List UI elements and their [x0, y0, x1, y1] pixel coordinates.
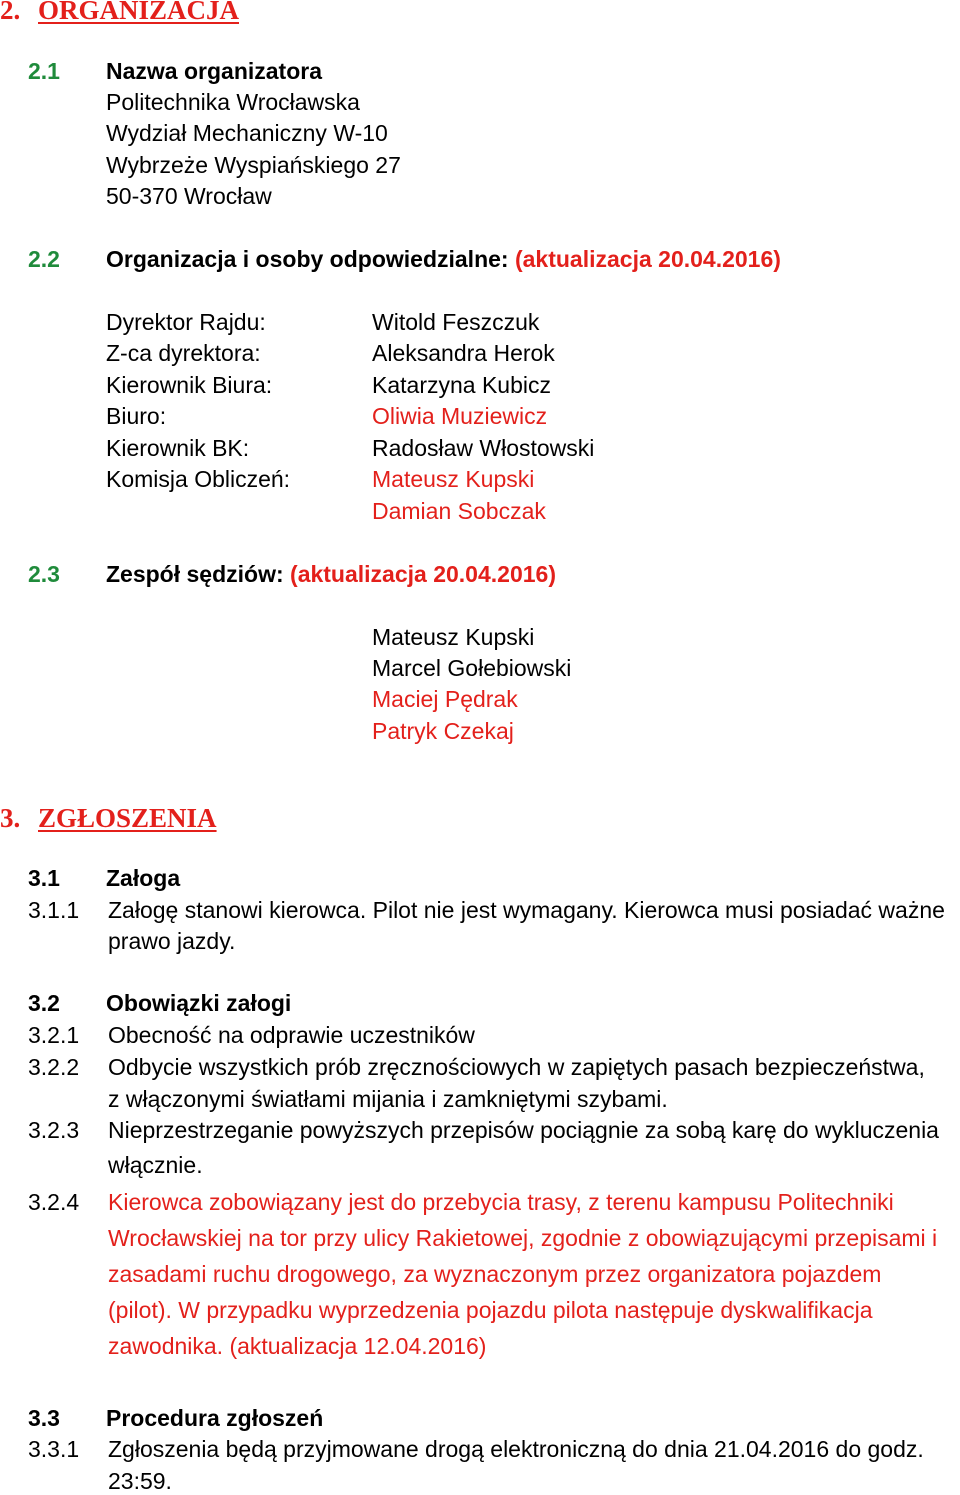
role-label: Komisja Obliczeń:	[106, 466, 291, 492]
item-text-line: zawodnika. (aktualizacja 12.04.2016)	[108, 1333, 487, 1359]
item-number: 3.2.4	[28, 1189, 80, 1215]
organizer-address-line: Wybrzeże Wyspiańskiego 27	[106, 152, 401, 178]
subsection-number: 2.1	[28, 58, 60, 84]
judge-name: Marcel Gołebiowski	[372, 655, 572, 681]
item-text-line: Kierowca zobowiązany jest do przebycia trasy, z terenu kampusu Politechniki	[108, 1189, 894, 1215]
person-name: Mateusz Kupski	[372, 466, 535, 492]
role-label: Biuro:	[106, 403, 167, 429]
judge-name: Mateusz Kupski	[372, 624, 535, 650]
subsection-number: 2.3	[28, 561, 60, 587]
item-text-line: Nieprzestrzeganie powyższych przepisów pociągnie za sobą karę do wykluczenia	[108, 1117, 939, 1143]
person-name: Aleksandra Herok	[372, 340, 555, 366]
role-row	[0, 498, 960, 524]
subsection-number: 3.1	[28, 865, 60, 891]
item-number: 3.3.1	[28, 1436, 80, 1462]
item-text-line: Wrocławskiej na tor przy ulicy Rakietowej, zgodnie z obowiązującymi przepisami i	[108, 1225, 938, 1251]
role-row	[0, 372, 960, 398]
item-text-line: (pilot). W przypadku wyprzedzenia pojazdu pilota następuje dyskwalifikacja	[108, 1297, 873, 1323]
section-heading	[0, 803, 217, 833]
subsection-title: Procedura zgłoszeń	[106, 1405, 324, 1431]
subsection-heading-line	[106, 246, 781, 272]
update-note: (aktualizacja 20.04.2016)	[290, 561, 556, 587]
subsection-number: 3.2	[28, 990, 60, 1016]
item-number: 3.2.2	[28, 1054, 80, 1080]
subsection-number: 3.3	[28, 1405, 60, 1431]
role-row	[0, 435, 960, 461]
person-name: Katarzyna Kubicz	[372, 372, 551, 398]
item-text-line: Obecność na odprawie uczestników	[108, 1022, 475, 1048]
item-text-line: włącznie.	[108, 1152, 203, 1178]
subsection-title: Nazwa organizatora	[106, 58, 322, 84]
item-text-line: 23:59.	[108, 1468, 172, 1494]
subsection-title: Załoga	[106, 865, 181, 891]
role-row	[0, 403, 960, 429]
section-number: 2.	[0, 0, 21, 25]
person-name: Oliwia Muziewicz	[372, 403, 548, 429]
section-heading	[0, 0, 239, 25]
item-text-line: Załogę stanowi kierowca. Pilot nie jest wymagany. Kierowca musi posiadać ważne	[108, 897, 945, 923]
person-name: Damian Sobczak	[372, 498, 546, 524]
item-text-line: Zgłoszenia będą przyjmowane drogą elektroniczną do dnia 21.04.2016 do godz.	[108, 1436, 924, 1462]
item-text-line: prawo jazdy.	[108, 928, 236, 954]
item-text-line: z włączonymi światłami mijania i zamkniętymi szybami.	[108, 1086, 668, 1112]
role-row	[0, 309, 960, 335]
section-number: 3.	[0, 803, 21, 833]
item-number: 3.2.3	[28, 1117, 80, 1143]
judge-name: Maciej Pędrak	[372, 686, 518, 712]
person-name: Radosław Włostowski	[372, 435, 595, 461]
subsection-heading-line	[106, 561, 556, 587]
organizer-address-line: Politechnika Wrocławska	[106, 89, 360, 115]
person-name: Witold Feszczuk	[372, 309, 540, 335]
role-label: Kierownik Biura:	[106, 372, 273, 398]
judge-name: Patryk Czekaj	[372, 718, 514, 744]
subsection-title: Organizacja i osoby odpowiedzialne:	[106, 246, 509, 272]
item-text-line: Odbycie wszystkich prób zręcznościowych w zapiętych pasach bezpieczeństwa,	[108, 1054, 925, 1080]
section-title: ZGŁOSZENIA	[38, 803, 217, 833]
item-text-line: zasadami ruchu drogowego, za wyznaczonym przez organizatora pojazdem	[108, 1261, 882, 1287]
section-title: ORGANIZACJA	[38, 0, 240, 25]
item-number: 3.2.1	[28, 1022, 80, 1048]
organizer-address-line: 50-370 Wrocław	[106, 183, 272, 209]
role-label: Dyrektor Rajdu:	[106, 309, 266, 335]
subsection-title: Obowiązki załogi	[106, 990, 292, 1016]
role-label: Kierownik BK:	[106, 435, 250, 461]
item-number: 3.1.1	[28, 897, 80, 923]
role-label: Z-ca dyrektora:	[106, 340, 261, 366]
update-note: (aktualizacja 20.04.2016)	[514, 246, 781, 272]
organizer-address-line: Wydział Mechaniczny W-10	[106, 120, 388, 146]
subsection-number: 2.2	[28, 246, 60, 272]
subsection-title: Zespół sędziów:	[106, 561, 284, 587]
role-row	[0, 340, 960, 366]
role-row	[0, 466, 960, 492]
